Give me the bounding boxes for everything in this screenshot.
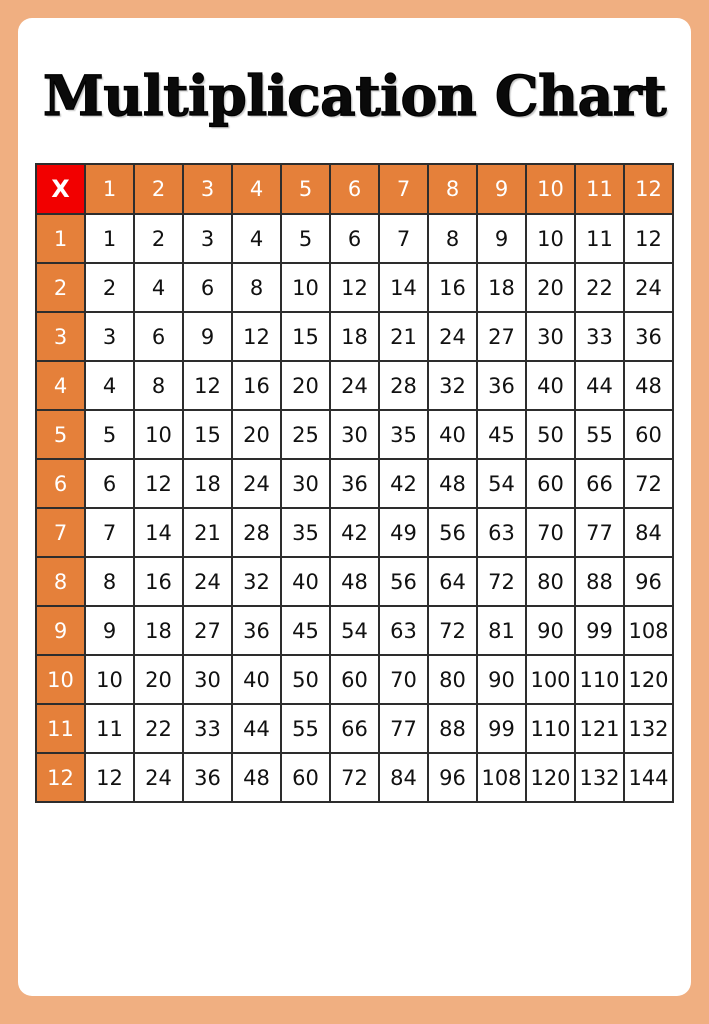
table-row (36, 312, 673, 361)
product-cell-2x4: 8 (232, 263, 281, 312)
column-header-7: 7 (379, 164, 428, 214)
product-cell-3x3: 9 (183, 312, 232, 361)
product-cell-12x7: 84 (379, 753, 428, 802)
product-cell-11x10: 110 (526, 704, 575, 753)
product-cell-1x1: 1 (85, 214, 134, 263)
product-cell-10x7: 70 (379, 655, 428, 704)
product-cell-3x1: 3 (85, 312, 134, 361)
table-row (36, 606, 673, 655)
worksheet-sheet (18, 18, 691, 996)
product-cell-10x10: 100 (526, 655, 575, 704)
product-cell-3x12: 36 (624, 312, 673, 361)
product-cell-6x2: 12 (134, 459, 183, 508)
product-cell-1x9: 9 (477, 214, 526, 263)
product-cell-10x12: 120 (624, 655, 673, 704)
product-cell-2x8: 16 (428, 263, 477, 312)
product-cell-2x2: 4 (134, 263, 183, 312)
product-cell-8x8: 64 (428, 557, 477, 606)
product-cell-9x8: 72 (428, 606, 477, 655)
product-cell-7x6: 42 (330, 508, 379, 557)
product-cell-10x1: 10 (85, 655, 134, 704)
product-cell-6x9: 54 (477, 459, 526, 508)
product-cell-11x12: 132 (624, 704, 673, 753)
product-cell-8x2: 16 (134, 557, 183, 606)
product-cell-11x11: 121 (575, 704, 624, 753)
product-cell-12x5: 60 (281, 753, 330, 802)
product-cell-1x6: 6 (330, 214, 379, 263)
product-cell-4x6: 24 (330, 361, 379, 410)
column-header-12: 12 (624, 164, 673, 214)
product-cell-3x10: 30 (526, 312, 575, 361)
product-cell-9x1: 9 (85, 606, 134, 655)
multiplication-table (35, 163, 674, 803)
product-cell-7x12: 84 (624, 508, 673, 557)
product-cell-8x1: 8 (85, 557, 134, 606)
product-cell-1x2: 2 (134, 214, 183, 263)
row-header-8: 8 (36, 557, 85, 606)
product-cell-10x9: 90 (477, 655, 526, 704)
column-header-6: 6 (330, 164, 379, 214)
row-header-11: 11 (36, 704, 85, 753)
product-cell-8x7: 56 (379, 557, 428, 606)
product-cell-11x8: 88 (428, 704, 477, 753)
row-header-9: 9 (36, 606, 85, 655)
product-cell-9x7: 63 (379, 606, 428, 655)
table-row (36, 459, 673, 508)
table-header-row (36, 164, 673, 214)
product-cell-5x3: 15 (183, 410, 232, 459)
product-cell-3x2: 6 (134, 312, 183, 361)
product-cell-5x2: 10 (134, 410, 183, 459)
row-header-6: 6 (36, 459, 85, 508)
product-cell-2x1: 2 (85, 263, 134, 312)
product-cell-7x3: 21 (183, 508, 232, 557)
product-cell-1x12: 12 (624, 214, 673, 263)
product-cell-2x11: 22 (575, 263, 624, 312)
product-cell-8x11: 88 (575, 557, 624, 606)
product-cell-10x4: 40 (232, 655, 281, 704)
product-cell-1x7: 7 (379, 214, 428, 263)
product-cell-12x4: 48 (232, 753, 281, 802)
product-cell-10x11: 110 (575, 655, 624, 704)
column-header-5: 5 (281, 164, 330, 214)
product-cell-6x12: 72 (624, 459, 673, 508)
product-cell-12x3: 36 (183, 753, 232, 802)
product-cell-12x6: 72 (330, 753, 379, 802)
product-cell-12x2: 24 (134, 753, 183, 802)
product-cell-5x9: 45 (477, 410, 526, 459)
product-cell-12x10: 120 (526, 753, 575, 802)
product-cell-7x11: 77 (575, 508, 624, 557)
product-cell-11x3: 33 (183, 704, 232, 753)
product-cell-7x9: 63 (477, 508, 526, 557)
product-cell-6x11: 66 (575, 459, 624, 508)
product-cell-11x1: 11 (85, 704, 134, 753)
table-row (36, 361, 673, 410)
column-header-3: 3 (183, 164, 232, 214)
product-cell-10x6: 60 (330, 655, 379, 704)
product-cell-6x4: 24 (232, 459, 281, 508)
product-cell-9x12: 108 (624, 606, 673, 655)
product-cell-4x4: 16 (232, 361, 281, 410)
table-row (36, 263, 673, 312)
product-cell-4x3: 12 (183, 361, 232, 410)
table-row (36, 410, 673, 459)
product-cell-6x3: 18 (183, 459, 232, 508)
product-cell-4x2: 8 (134, 361, 183, 410)
product-cell-8x3: 24 (183, 557, 232, 606)
product-cell-12x8: 96 (428, 753, 477, 802)
product-cell-12x9: 108 (477, 753, 526, 802)
product-cell-5x11: 55 (575, 410, 624, 459)
product-cell-8x4: 32 (232, 557, 281, 606)
product-cell-1x10: 10 (526, 214, 575, 263)
table-row (36, 753, 673, 802)
product-cell-9x2: 18 (134, 606, 183, 655)
product-cell-8x10: 80 (526, 557, 575, 606)
product-cell-4x7: 28 (379, 361, 428, 410)
product-cell-5x5: 25 (281, 410, 330, 459)
product-cell-4x10: 40 (526, 361, 575, 410)
product-cell-6x5: 30 (281, 459, 330, 508)
product-cell-11x2: 22 (134, 704, 183, 753)
product-cell-5x12: 60 (624, 410, 673, 459)
product-cell-12x12: 144 (624, 753, 673, 802)
product-cell-5x6: 30 (330, 410, 379, 459)
product-cell-8x12: 96 (624, 557, 673, 606)
product-cell-3x9: 27 (477, 312, 526, 361)
product-cell-10x2: 20 (134, 655, 183, 704)
table-row (36, 557, 673, 606)
column-header-11: 11 (575, 164, 624, 214)
product-cell-2x6: 12 (330, 263, 379, 312)
product-cell-5x8: 40 (428, 410, 477, 459)
product-cell-9x5: 45 (281, 606, 330, 655)
product-cell-9x4: 36 (232, 606, 281, 655)
product-cell-10x5: 50 (281, 655, 330, 704)
product-cell-1x4: 4 (232, 214, 281, 263)
table-row (36, 508, 673, 557)
product-cell-11x5: 55 (281, 704, 330, 753)
product-cell-8x9: 72 (477, 557, 526, 606)
product-cell-5x1: 5 (85, 410, 134, 459)
product-cell-5x4: 20 (232, 410, 281, 459)
product-cell-3x8: 24 (428, 312, 477, 361)
product-cell-7x10: 70 (526, 508, 575, 557)
product-cell-12x1: 12 (85, 753, 134, 802)
product-cell-8x6: 48 (330, 557, 379, 606)
product-cell-2x10: 20 (526, 263, 575, 312)
product-cell-6x7: 42 (379, 459, 428, 508)
product-cell-4x9: 36 (477, 361, 526, 410)
table-row (36, 214, 673, 263)
product-cell-4x11: 44 (575, 361, 624, 410)
column-header-2: 2 (134, 164, 183, 214)
product-cell-1x3: 3 (183, 214, 232, 263)
product-cell-11x6: 66 (330, 704, 379, 753)
table-row (36, 704, 673, 753)
product-cell-4x1: 4 (85, 361, 134, 410)
row-header-5: 5 (36, 410, 85, 459)
product-cell-6x10: 60 (526, 459, 575, 508)
product-cell-2x7: 14 (379, 263, 428, 312)
product-cell-8x5: 40 (281, 557, 330, 606)
row-header-1: 1 (36, 214, 85, 263)
product-cell-6x8: 48 (428, 459, 477, 508)
product-cell-4x8: 32 (428, 361, 477, 410)
table-row (36, 655, 673, 704)
product-cell-12x11: 132 (575, 753, 624, 802)
product-cell-2x9: 18 (477, 263, 526, 312)
product-cell-10x3: 30 (183, 655, 232, 704)
product-cell-1x5: 5 (281, 214, 330, 263)
product-cell-6x6: 36 (330, 459, 379, 508)
product-cell-7x4: 28 (232, 508, 281, 557)
product-cell-7x2: 14 (134, 508, 183, 557)
product-cell-9x11: 99 (575, 606, 624, 655)
product-cell-3x7: 21 (379, 312, 428, 361)
product-cell-1x11: 11 (575, 214, 624, 263)
product-cell-7x8: 56 (428, 508, 477, 557)
row-header-7: 7 (36, 508, 85, 557)
product-cell-9x9: 81 (477, 606, 526, 655)
product-cell-7x5: 35 (281, 508, 330, 557)
page-title: Multiplication Chart (42, 63, 667, 128)
product-cell-7x7: 49 (379, 508, 428, 557)
product-cell-10x8: 80 (428, 655, 477, 704)
product-cell-11x4: 44 (232, 704, 281, 753)
product-cell-11x9: 99 (477, 704, 526, 753)
product-cell-3x6: 18 (330, 312, 379, 361)
product-cell-9x6: 54 (330, 606, 379, 655)
column-header-4: 4 (232, 164, 281, 214)
row-header-12: 12 (36, 753, 85, 802)
product-cell-2x12: 24 (624, 263, 673, 312)
row-header-2: 2 (36, 263, 85, 312)
product-cell-7x1: 7 (85, 508, 134, 557)
column-header-1: 1 (85, 164, 134, 214)
column-header-8: 8 (428, 164, 477, 214)
column-header-10: 10 (526, 164, 575, 214)
row-header-4: 4 (36, 361, 85, 410)
multiply-symbol-cell: X (36, 164, 85, 214)
product-cell-11x7: 77 (379, 704, 428, 753)
product-cell-5x7: 35 (379, 410, 428, 459)
row-header-3: 3 (36, 312, 85, 361)
product-cell-4x5: 20 (281, 361, 330, 410)
product-cell-4x12: 48 (624, 361, 673, 410)
product-cell-5x10: 50 (526, 410, 575, 459)
product-cell-3x4: 12 (232, 312, 281, 361)
row-header-10: 10 (36, 655, 85, 704)
product-cell-2x3: 6 (183, 263, 232, 312)
column-header-9: 9 (477, 164, 526, 214)
product-cell-6x1: 6 (85, 459, 134, 508)
product-cell-3x11: 33 (575, 312, 624, 361)
product-cell-9x3: 27 (183, 606, 232, 655)
product-cell-2x5: 10 (281, 263, 330, 312)
product-cell-3x5: 15 (281, 312, 330, 361)
product-cell-1x8: 8 (428, 214, 477, 263)
product-cell-9x10: 90 (526, 606, 575, 655)
